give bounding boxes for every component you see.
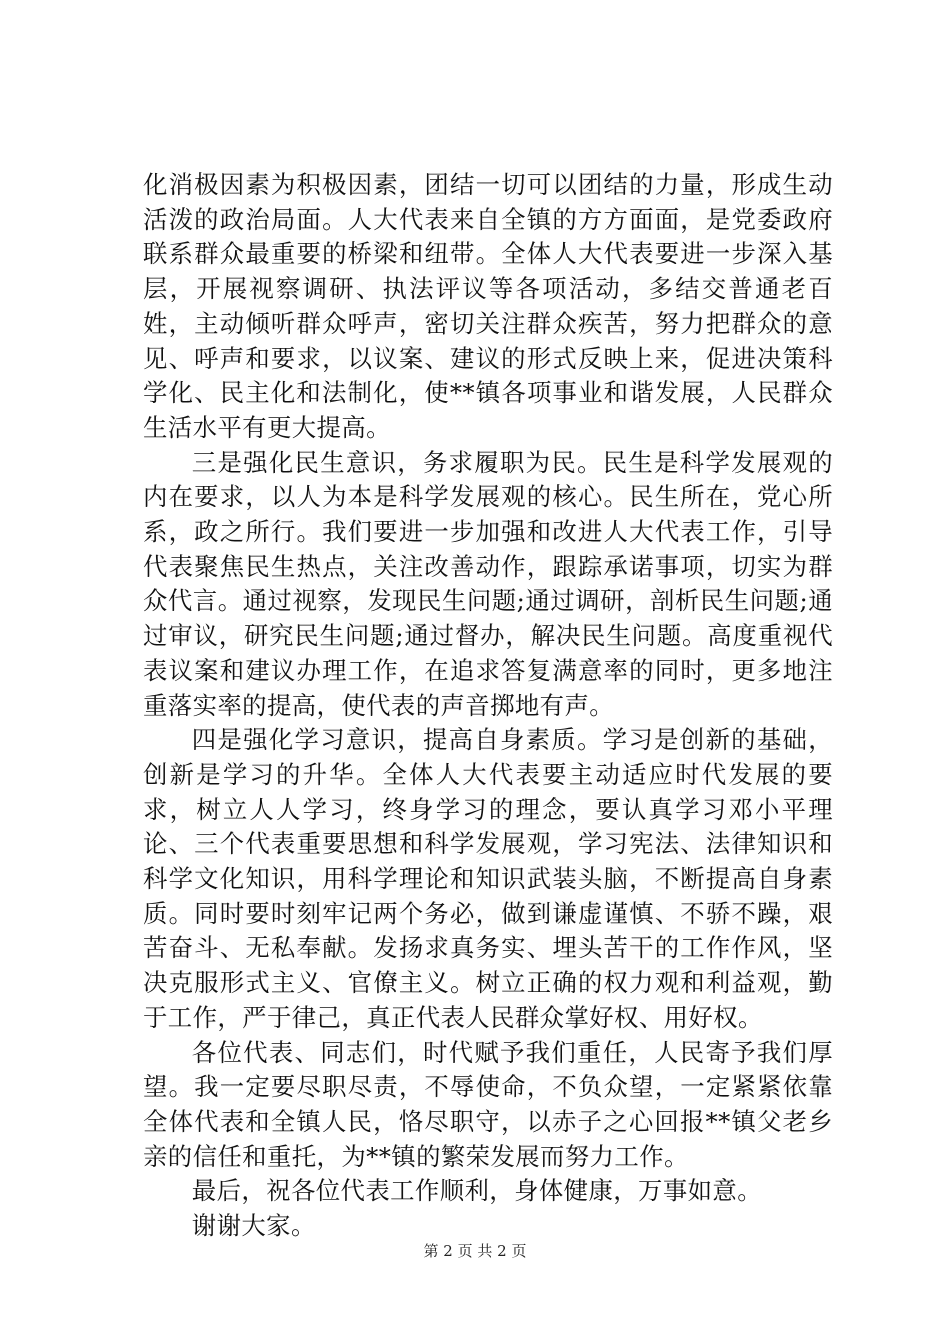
- page-number-footer: 第 2 页 共 2 页: [423, 1242, 527, 1260]
- paragraph-point-four: 四是强化学习意识，提高自身素质。学习是创新的基础，创新是学习的升华。全体人大代表要主动适应时代发展的要求，树立人人学习，终身学习的理念，要认真学习邓小平理论、三个代表重要思想和科学发展观，学习宪法、法律知识和科学文化知识，用科学理论和知识武装头脑，不断提高自身素质。同时要时刻牢记两个务必，做到谦虚谨慎、不骄不躁，艰苦奋斗、无私奉献。发扬求真务实、埋头苦干的工作作风，坚决克服形式主义、官僚主义。树立正确的权力观和利益观，勤于工作，严于律己，真正代表人民群众掌好权、用好权。: [143, 725, 833, 1032]
- paragraph-closing-wishes: 最后，祝各位代表工作顺利，身体健康，万事如意。: [191, 1176, 762, 1206]
- paragraph-thanks: 谢谢大家。: [191, 1211, 316, 1241]
- paragraph-closing-pledge: 各位代表、同志们，时代赋予我们重任，人民寄予我们厚望。我一定要尽职尽责，不辱使命，不负众望，一定紧紧依靠全体代表和全镇人民，恪尽职守，以赤子之心回报**镇父老乡亲的信任和重托，为**镇的繁荣发展而努力工作。: [143, 1037, 833, 1171]
- document-body: [143, 168, 833, 1244]
- paragraph-point-three: 三是强化民生意识，务求履职为民。民生是科学发展观的内在要求，以人为本是科学发展观的核心。民生所在，党心所系，政之所行。我们要进一步加强和改进人大代表工作，引导代表聚焦民生热点，关注改善动作，跟踪承诺事项，切实为群众代言。通过视察，发现民生问题;通过调研，剖析民生问题;通过审议，研究民生问题;通过督办，解决民生问题。高度重视代表议案和建议办理工作，在追求答复满意率的同时，更多地注重落实率的提高，使代表的声音掷地有声。: [143, 447, 833, 720]
- paragraph-continuation: 化消极因素为积极因素，团结一切可以团结的力量，形成生动活泼的政治局面。人大代表来自全镇的方方面面，是党委政府联系群众最重要的桥梁和纽带。全体人大代表要进一步深入基层，开展视察调研、执法评议等各项活动，多结交普通老百姓，主动倾听群众呼声，密切关注群众疾苦，努力把群众的意见、呼声和要求，以议案、建议的形式反映上来，促进决策科学化、民主化和法制化，使**镇各项事业和谐发展，人民群众生活水平有更大提高。: [143, 170, 833, 442]
